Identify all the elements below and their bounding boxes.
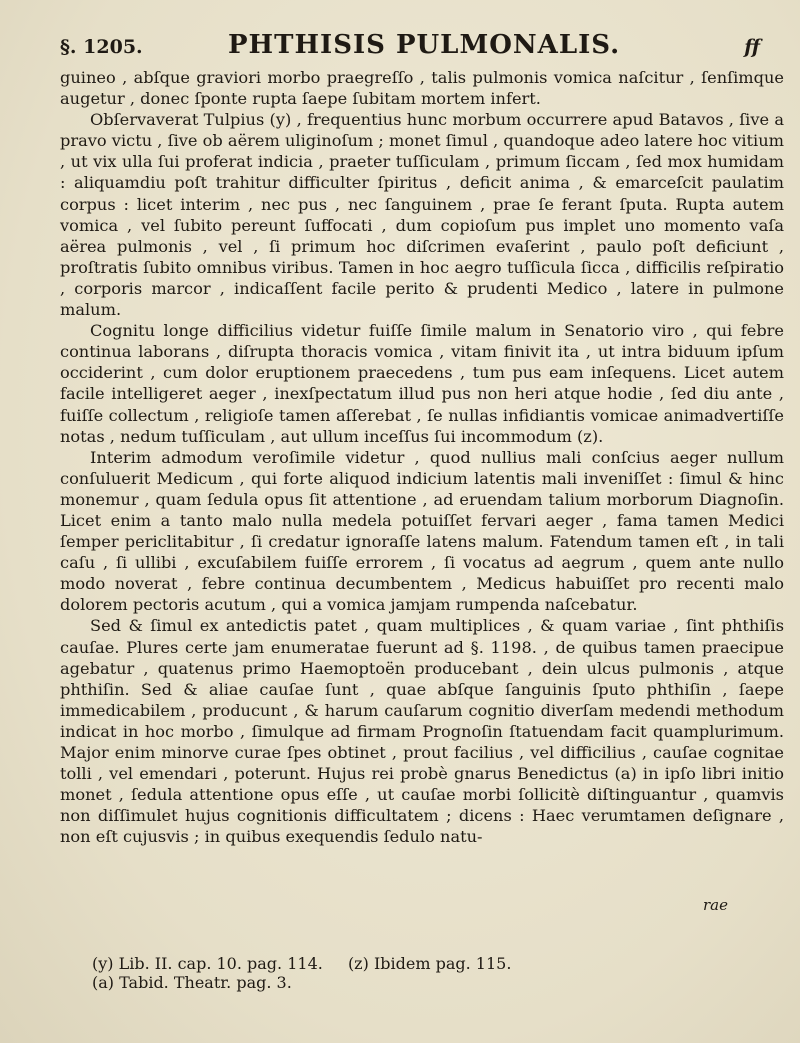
- running-title: PHTHISIS PULMONALIS.: [228, 30, 621, 60]
- paragraph: guineo , abſque graviori morbo praegreſſo , talis pulmonis vomica naſcitur , ſenſimque augetur , donec ſponte rupta ſaepe ſubitam mortem infert.: [60, 68, 784, 109]
- body-text: [60, 67, 784, 847]
- paragraph: Obſervaverat Tulpius (y) , frequentius hunc morbum occurrere apud Batavos , ſive a pravo victu , ſive ob aërem uliginoſum ; monet ſimul , quandoque adeo latere hoc vitium , ut vix ulla ſui proferat indicia , praeter tuſſiculam , primum ſiccam , ſed mox humidam : aliquamdiu poſt trahitur difficulter ſpiritus , deficit anima , & emarceſcit paulatim corpus : licet interim , nec pus , nec ſanguinem , prae ſe ferant ſputa. Rupta autem vomica , vel ſubito pereunt ſuffocati , dum copioſum pus implet uno momento vaſa aërea pulmonis , vel , ſi primum hoc diſcrimen evaſerint , paulo poſt deficiunt , proſtratis ſubito omnibus viribus. Tamen in hoc aegro tuſſicula ſicca , difficilis reſpiratio , corporis marcor , indicaſſent facile perito & prudenti Medico , latere in pulmone malum.: [60, 110, 784, 320]
- footnote: (y) Lib. II. cap. 10. pag. 114.: [92, 954, 323, 973]
- signature-mark: ff: [744, 36, 760, 58]
- section-number: §. 1205.: [60, 36, 143, 58]
- running-header: [60, 30, 766, 64]
- catchword: rae: [703, 896, 728, 914]
- footnote: (z) Ibidem pag. 115.: [347, 954, 512, 973]
- footnote: (a) Tabid. Theatr. pag. 3.: [92, 973, 292, 992]
- paragraph: Sed & ſimul ex antedictis patet , quam multiplices , & quam variae , ſint phthiſis cauſae. Plures certe jam enumeratae fuerunt ad §. 1198. , de quibus tamen praecipue agebatur , quatenus primo Haemoptoën producebant , dein ulcus pulmonis , atque phthiſin. Sed & aliae cauſae ſunt , quae abſque ſanguinis ſputo phthiſin , ſaepe immedicabilem , producunt , & harum cauſarum cognitio diverſam medendi methodum indicat in hoc morbo , ſimulque ad firmam Prognoſin ſtatuendam facit quamplurimum. Major enim minorve curae ſpes obtinet , prout facilius , vel difficilius , cauſae cognitae tolli , vel emendari , poterunt. Hujus rei probè gnarus Benedictus (a) in ipſo libri initio monet , ſedula attentione opus eſſe , ut cauſae morbi ſollicitè diſtinguantur , quamvis non diſſimulet hujus cognitionis difficultatem ; dicens : Haec verumtamen deſignare , non eſt cujusvis ; in quibus exequendis ſedulo natu-: [60, 616, 784, 847]
- paragraph: Interim admodum veroſimile videtur , quod nullius mali conſcius aeger nullum conſuluerit Medicum , qui forte aliquod indicium latentis mali inveniſſet : ſimul & hinc monemur , quam ſedula opus ſit attentione , ad eruendam talium morborum Diagnoſin. Licet enim a tanto malo nulla medela potuiſſet fervari aeger , fama tamen Medici ſemper periclitabitur , ſi credatur ignoraſſe latens malum. Fatendum tamen eſt , in tali caſu , ſi ullibi , excuſabilem fuiſſe errorem , ſi vocatus ad aegrum , quem ante nullo modo noverat , febre continua decumbentem , Medicus habuiſſet pro recenti malo dolorem pectoris acutum , qui a vomica jamjam rumpenda naſcebatur.: [60, 447, 784, 615]
- paragraph: Cognitu longe difficilius videtur fuiſſe ſimile malum in Senatorio viro , qui febre continua laborans , diſrupta thoracis vomica , vitam finivit ita , ut intra biduum ipſum occiderint , cum dolor eruptionem praecedens , tum pus eam inſequens. Licet autem facile intelligeret aeger , inexſpectatum illud pus non heri atque hodie , ſed diu ante , fuiſſe collectum , religioſe tamen aſſerebat , ſe nullas infidiantis vomicae animadvertiſſe notas , nedum tuſſiculam , aut ullum inceſſus ſui incommodum (z).: [60, 321, 784, 446]
- footnotes: [92, 954, 752, 992]
